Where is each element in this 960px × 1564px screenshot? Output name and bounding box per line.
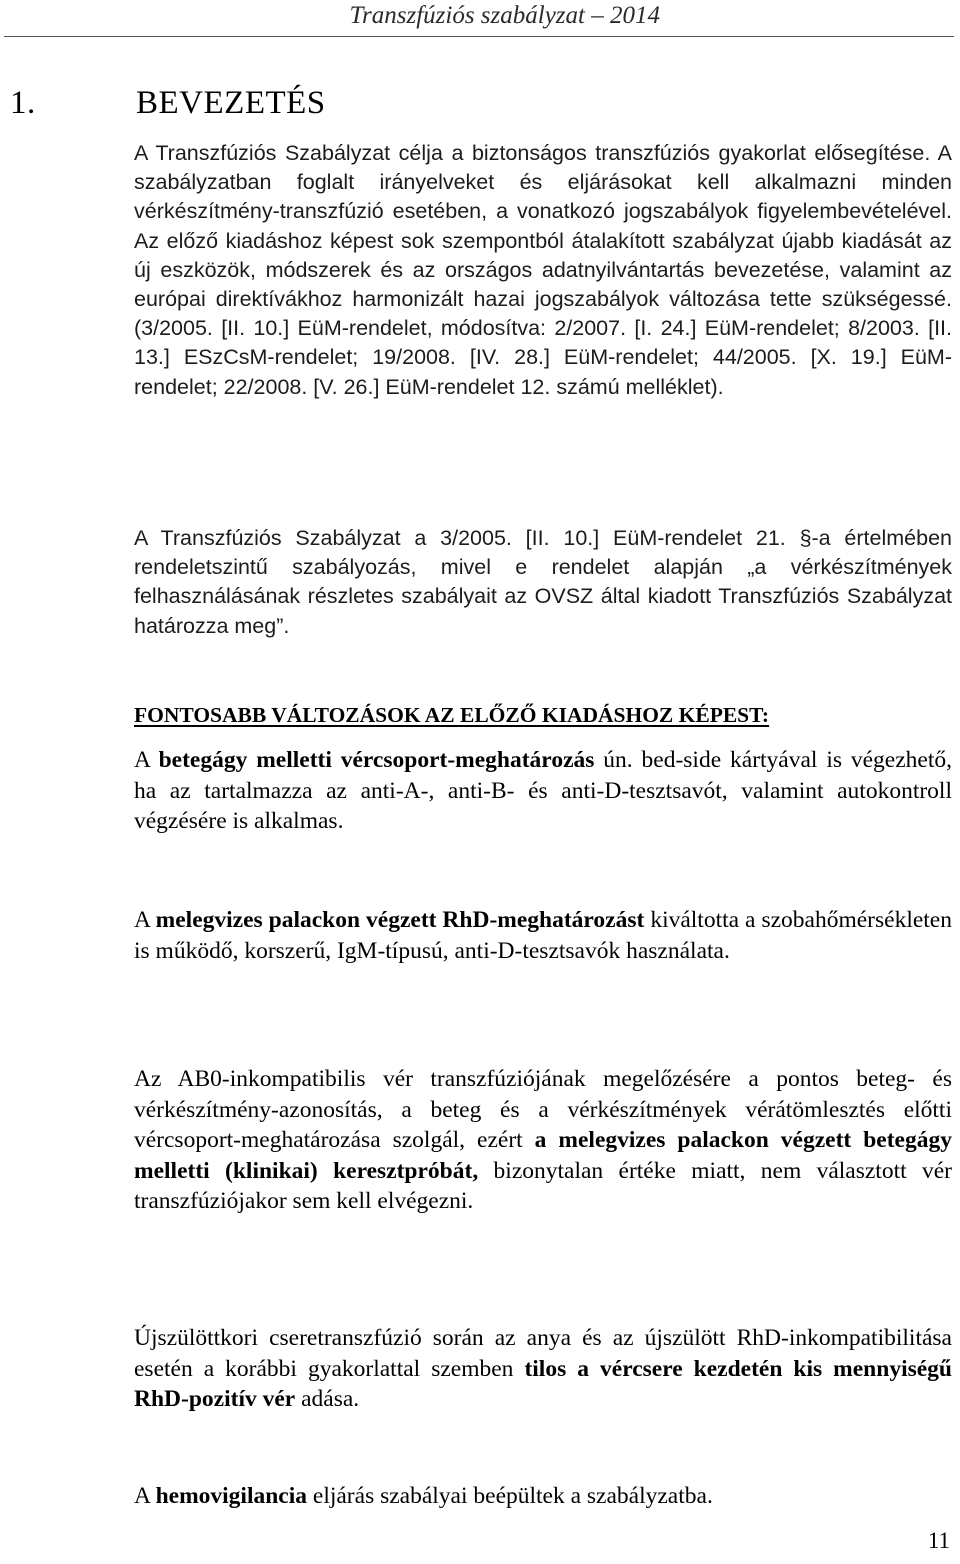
chapter-number: 1. [10, 85, 36, 121]
text: bizonytalan értéke miatt, nem választott vér transzfúziójakor sem kell elvégezni. [134, 1157, 952, 1214]
chapter-heading [10, 85, 326, 122]
text: Újszülöttkori cseretranszfúzió során az anya és az újszülött RhD-inkompatibilitása esetén a korábbi gyakorlattal szemben [134, 1325, 952, 1382]
text: eljárás szabályai beépültek a szabályzatba. [307, 1483, 713, 1509]
change-paragraph-hemovigilance [134, 1481, 952, 1512]
text: A [134, 907, 156, 933]
text: A [134, 747, 159, 773]
emphasis: tilos a vércsere kezdetén kis mennyiségű RhD-pozitív vér [134, 1355, 952, 1412]
text: A [134, 1483, 156, 1509]
text: kiváltotta a szobahőmérsékleten is működő, korszerű, IgM-típusú, anti-D-tesztsavók használata. [134, 907, 952, 964]
text: Az AB0-inkompatibilis vér transzfúziójának megelőzésére a pontos beteg- és vérkészítmény-azonosítás, a beteg és a vérkészítmények vérátömlesztés előtti vércsoport-meghatározása szolgál, ezért [134, 1066, 952, 1153]
intro-paragraph-2: A Transzfúziós Szabályzat a 3/2005. [II. 10.] EüM-rendelet 21. §-a értelmében rendeletszintű szabályozás, mivel e rendelet alapján „a vérkészítmények felhasználásának részletes szabályait az OVSZ által kiadott Transzfúziós Szabályzat határozza meg”. [134, 526, 952, 638]
emphasis: melegvizes palackon végzett RhD-meghatározást [155, 907, 645, 933]
change-paragraph-rhd [134, 905, 952, 966]
emphasis: a melegvizes palackon végzett betegágy melletti (klinikai) keresztpróbát, [134, 1127, 952, 1184]
changes-heading: FONTOSABB VÁLTOZÁSOK AZ ELŐZŐ KIADÁSHOZ KÉPEST: [134, 703, 770, 727]
change-paragraph-ab0 [134, 1064, 952, 1217]
emphasis: hemovigilancia [155, 1483, 308, 1509]
text: ún. bed-side kártyával is végezhető, ha az tartalmazza az anti-A-, anti-B- és anti-D-tesztsavót, valamint autokontroll végzésére is alkalmas. [134, 747, 953, 834]
chapter-title: BEVEZETÉS [136, 85, 326, 121]
page-number: 11 [927, 1528, 950, 1553]
header-rule [4, 36, 954, 37]
emphasis: betegágy melletti vércsoport-meghatározás [158, 747, 595, 773]
change-paragraph-newborn [134, 1323, 952, 1415]
running-header-title: Transzfúziós szabályzat – 2014 [349, 2, 660, 29]
page-header [0, 0, 960, 36]
change-paragraph-bedside [134, 745, 952, 837]
text: adása. [295, 1386, 360, 1412]
intro-paragraph-1: A Transzfúziós Szabályzat célja a biztonságos transzfúziós gyakorlat elősegítése. A szabályzatban foglalt irányelveket és eljárásokat kell alkalmazni minden vérkészítmény-transzfúzió esetében, a vonatkozó jogszabályok figyelembevételével. Az előző kiadáshoz képest sok szempontból átalakított szabályzat újabb kiadását az új eszközök, módszerek és az országos adatnyilvántartás bevezetése, valamint az európai direktívákhoz harmonizált hazai jogszabályok változása tette szükségessé. (3/2005. [II. 10.] EüM-rendelet, módosítva: 2/2007. [I. 24.] EüM-rendelet; 8/2003. [II. 13.] ESzCsM-rendelet; 19/2008. [IV. 28.] EüM-rendelet; 44/2005. [X. 19.] EüM-rendelet; 22/2008. [V. 26.] EüM-rendelet 12. számú melléklet). [134, 141, 952, 399]
